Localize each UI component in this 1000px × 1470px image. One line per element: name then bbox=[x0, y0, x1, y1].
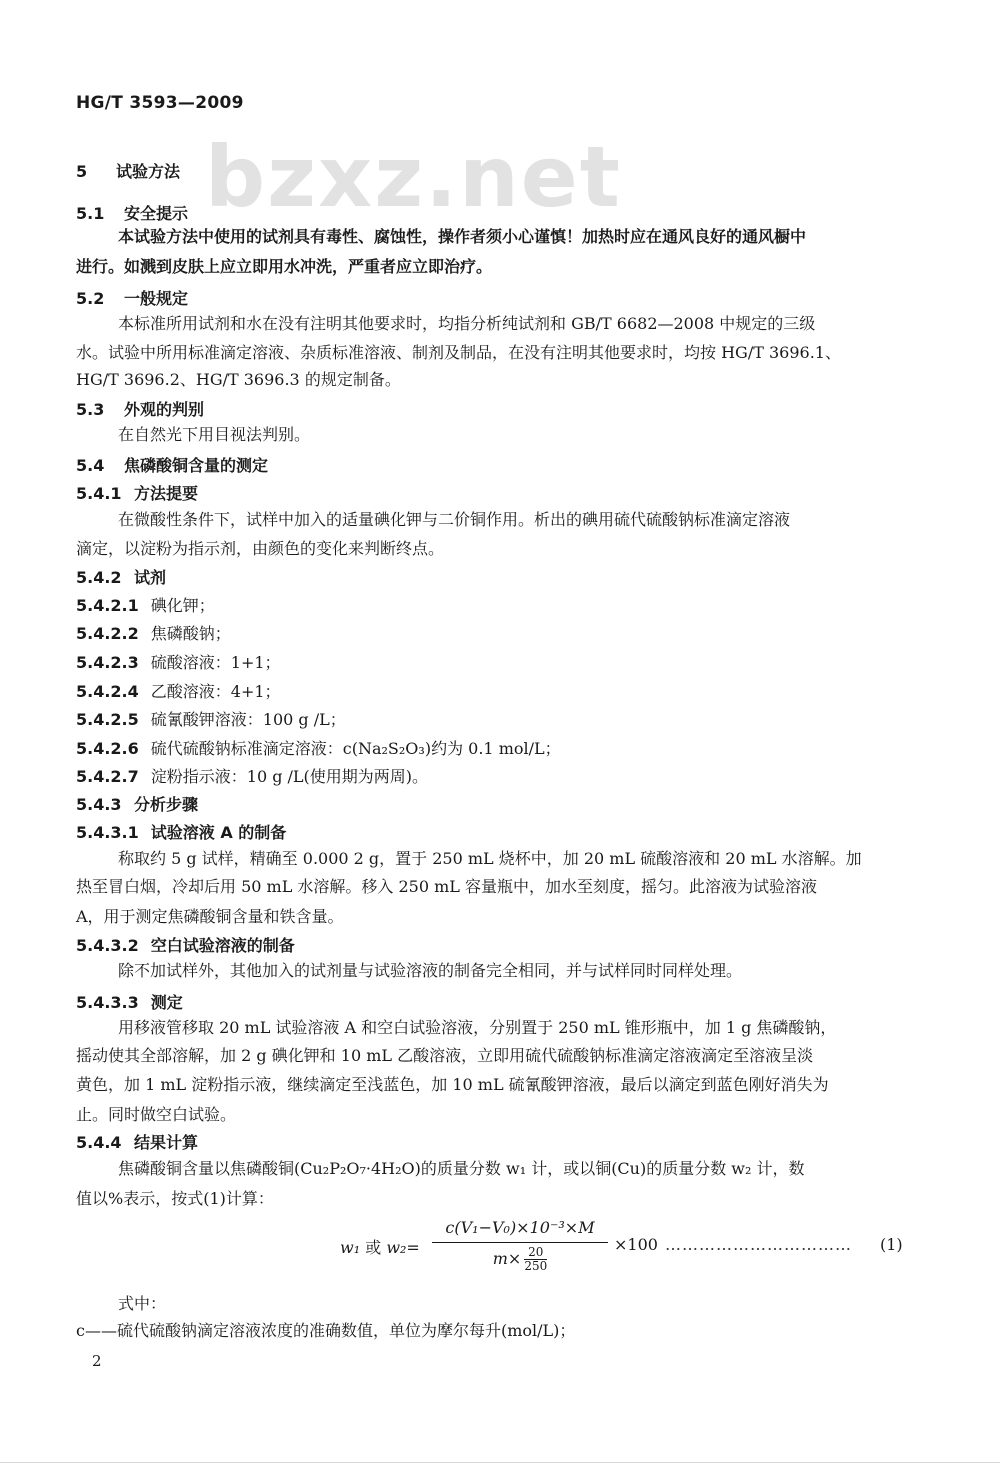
where-label: 式中： bbox=[118, 1294, 167, 1313]
reagent-text: 乙酸溶液：4+1； bbox=[150, 682, 281, 701]
section-heading bbox=[76, 1132, 936, 1154]
small-fraction-den: 250 bbox=[524, 1259, 548, 1273]
formula-tail: ×100 bbox=[614, 1235, 658, 1254]
paragraph-line: 用移液管移取 20 mL 试验溶液 A 和空白试验溶液，分别置于 250 mL 锥形瓶中，加 1 g 焦磷酸钠， bbox=[118, 1018, 837, 1037]
section-heading bbox=[76, 992, 936, 1014]
section-heading bbox=[76, 483, 936, 505]
reagent-item bbox=[76, 681, 936, 703]
formula-number: (1) bbox=[880, 1235, 903, 1254]
page-number: 2 bbox=[92, 1352, 102, 1370]
section-title: 外观的判别 bbox=[124, 400, 205, 419]
section-number: 5.4 bbox=[76, 456, 105, 475]
section-number: 5.4.2.3 bbox=[76, 653, 139, 672]
formula-or: 或 bbox=[365, 1238, 382, 1257]
reagent-text: 淀粉指示液：10 g /L(使用期为两周)。 bbox=[150, 767, 429, 786]
paragraph-line: A，用于测定焦磷酸铜含量和铁含量。 bbox=[76, 907, 344, 926]
standard-code: HG/T 3593—2009 bbox=[76, 93, 244, 113]
paragraph-line: 在微酸性条件下，试样中加入的适量碘化钾与二价铜作用。析出的碘用硫代硫酸钠标准滴定溶液 bbox=[118, 510, 791, 529]
paragraph-line: 热至冒白烟，冷却后用 50 mL 水溶解。移入 250 mL 容量瓶中，加水至刻度，摇匀。此溶液为试验溶液 bbox=[76, 877, 818, 896]
section-number: 5.3 bbox=[76, 400, 105, 419]
section-number: 5.4.3.2 bbox=[76, 936, 139, 955]
section-title: 试剂 bbox=[134, 568, 167, 587]
section-title: 试验方法 bbox=[116, 162, 181, 181]
formula-var-w1: w₁ bbox=[340, 1238, 361, 1257]
paragraph-line: HG/T 3696.2、HG/T 3696.3 的规定制备。 bbox=[76, 370, 401, 389]
paragraph-line: 称取约 5 g 试样，精确至 0.000 2 g，置于 250 mL 烧杯中，加 20 mL 硫酸溶液和 20 mL 水溶解。加 bbox=[118, 849, 862, 868]
reagent-item bbox=[76, 766, 936, 788]
section-heading bbox=[76, 822, 936, 844]
section-number: 5.4.2.1 bbox=[76, 596, 139, 615]
section-title: 试验溶液 A 的制备 bbox=[150, 823, 287, 842]
section-number: 5.4.2.6 bbox=[76, 739, 139, 758]
reagent-text: 碘化钾； bbox=[150, 596, 215, 615]
section-title: 结果计算 bbox=[134, 1133, 199, 1152]
section-number: 5.4.3.1 bbox=[76, 823, 139, 842]
paragraph-line: 进行。如溅到皮肤上应立即用水冲洗，严重者应立即治疗。 bbox=[76, 257, 493, 276]
section-title: 一般规定 bbox=[124, 289, 189, 308]
watermark-text: bzxz.net bbox=[205, 128, 622, 226]
section-number: 5.2 bbox=[76, 289, 105, 308]
reagent-text: 焦磷酸钠； bbox=[150, 624, 231, 643]
paragraph-line: 在自然光下用目视法判别。 bbox=[118, 425, 311, 444]
formula-equals: = bbox=[406, 1238, 420, 1257]
formula-var-w2: w₂ bbox=[386, 1238, 407, 1257]
formula-numerator: c(V₁−V₀)×10⁻³×M bbox=[445, 1218, 595, 1237]
section-title: 焦磷酸铜含量的测定 bbox=[124, 456, 269, 475]
reagent-text: 硫氰酸钾溶液：100 g /L； bbox=[150, 710, 346, 729]
section-title: 安全提示 bbox=[124, 204, 189, 223]
small-fraction bbox=[524, 1246, 547, 1273]
section-heading bbox=[76, 567, 936, 589]
section-number: 5.4.3.3 bbox=[76, 993, 139, 1012]
paragraph-line: 焦磷酸铜含量以焦磷酸铜(Cu₂P₂O₇·4H₂O)的质量分数 w₁ 计，或以铜(Cu)的质量分数 w₂ 计，数 bbox=[118, 1159, 805, 1178]
paragraph-line: 止。同时做空白试验。 bbox=[76, 1105, 237, 1124]
denominator-m: m× bbox=[492, 1249, 522, 1268]
reagent-item bbox=[76, 623, 936, 645]
section-number: 5.4.2.5 bbox=[76, 710, 139, 729]
section-number: 5.1 bbox=[76, 204, 105, 223]
reagent-item bbox=[76, 709, 936, 731]
reagent-text: 硫酸溶液：1+1； bbox=[150, 653, 281, 672]
formula-denominator bbox=[430, 1243, 610, 1273]
paragraph-line: 本标准所用试剂和水在没有注明其他要求时，均指分析纯试剂和 GB/T 6682—2008 中规定的三级 bbox=[118, 314, 816, 333]
paragraph-line: 水。试验中所用标准滴定溶液、杂质标准溶液、制剂及制品，在没有注明其他要求时，均按 HG/T 3696.1、 bbox=[76, 343, 841, 362]
section-number: 5.4.4 bbox=[76, 1133, 122, 1152]
section-title: 分析步骤 bbox=[134, 795, 199, 814]
paragraph-line: 值以%表示，按式(1)计算： bbox=[76, 1189, 274, 1208]
section-heading bbox=[76, 288, 936, 310]
reagent-item bbox=[76, 595, 936, 617]
section-number: 5 bbox=[76, 162, 88, 181]
section-heading bbox=[76, 935, 936, 957]
paragraph-line: 本试验方法中使用的试剂具有毒性、腐蚀性，操作者须小心谨慎！加热时应在通风良好的通风橱中 bbox=[118, 227, 807, 246]
section-heading bbox=[76, 203, 936, 225]
section-number: 5.4.2.2 bbox=[76, 624, 139, 643]
paragraph-line: 除不加试样外，其他加入的试剂量与试验溶液的制备完全相同，并与试样同时同样处理。 bbox=[118, 961, 743, 980]
paragraph-line: 滴定，以淀粉为指示剂，由颜色的变化来判断终点。 bbox=[76, 539, 445, 558]
section-heading bbox=[76, 399, 936, 421]
reagent-text: 硫代硫酸钠标准滴定溶液：c(Na₂S₂O₃)约为 0.1 mol/L； bbox=[150, 739, 561, 758]
formula-lhs bbox=[340, 1235, 420, 1258]
section-heading bbox=[76, 794, 936, 816]
formula-leader-dots: …………………………… bbox=[665, 1235, 852, 1254]
section-title: 方法提要 bbox=[134, 484, 199, 503]
small-fraction-num: 20 bbox=[528, 1245, 544, 1259]
section-number: 5.4.1 bbox=[76, 484, 122, 503]
section-heading bbox=[76, 161, 936, 183]
section-number: 5.4.3 bbox=[76, 795, 122, 814]
reagent-item bbox=[76, 652, 936, 674]
paragraph-line: 摇动使其全部溶解，加 2 g 碘化钾和 10 mL 乙酸溶液，立即用硫代硫酸钠标准滴定溶液滴定至溶液呈淡 bbox=[76, 1046, 814, 1065]
reagent-item bbox=[76, 738, 936, 760]
formula-1 bbox=[0, 1218, 1000, 1282]
formula-fraction bbox=[430, 1218, 610, 1273]
section-number: 5.4.2.4 bbox=[76, 682, 139, 701]
section-title: 测定 bbox=[150, 993, 183, 1012]
section-heading bbox=[76, 455, 936, 477]
section-title: 空白试验溶液的制备 bbox=[150, 936, 295, 955]
where-c-definition: c——硫代硫酸钠滴定溶液浓度的准确数值，单位为摩尔每升(mol/L)； bbox=[76, 1321, 576, 1340]
paragraph-line: 黄色，加 1 mL 淀粉指示液，继续滴定至浅蓝色，加 10 mL 硫氰酸钾溶液，最后以滴定到蓝色刚好消失为 bbox=[76, 1075, 829, 1094]
section-number: 5.4.2.7 bbox=[76, 767, 139, 786]
bottom-rule bbox=[0, 1462, 1000, 1463]
section-number: 5.4.2 bbox=[76, 568, 122, 587]
